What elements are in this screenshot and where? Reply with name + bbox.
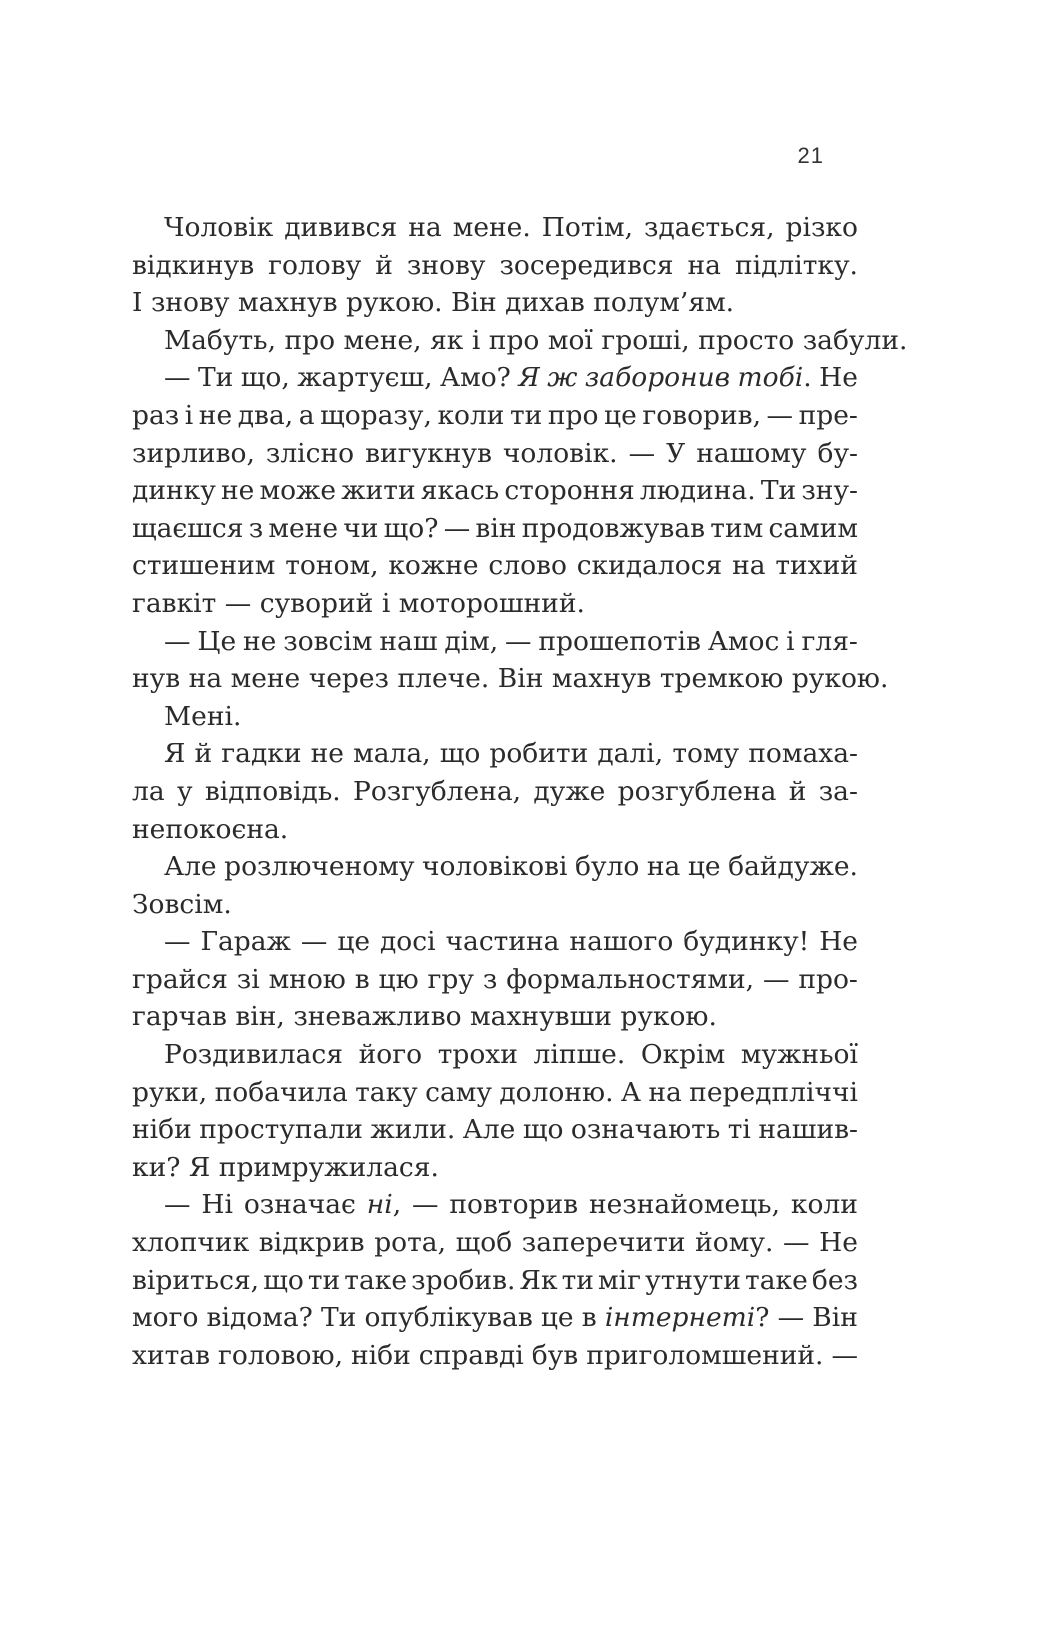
text-line [132,773,858,811]
word: про [488,324,540,356]
word: ти [561,1264,594,1296]
word: Як [519,1264,558,1296]
word: руки, [132,1076,208,1108]
word: кожне [388,550,479,582]
word: просто [698,324,795,356]
word: Ні [201,1189,233,1221]
paragraph [132,735,858,848]
word: було [575,851,640,883]
text-line [132,397,858,435]
word: й [788,775,807,807]
text-line [132,1186,858,1224]
word: в [581,1302,597,1334]
word: Не [819,926,858,958]
word: людина. [639,475,756,507]
word: це [540,1302,574,1334]
word: на [687,249,721,281]
word: ніби [351,1339,411,1371]
word: — [164,362,191,394]
word: долоню. [499,1076,614,1108]
text-line [132,209,858,247]
word: що [439,738,481,770]
word: формальностями, [506,963,755,995]
word: інтернеті? [604,1302,770,1334]
word: динку [132,475,216,507]
word: щоб [455,1227,513,1259]
word: тому [672,738,740,770]
word: — [164,926,191,958]
word: ти [307,1264,341,1296]
word: У [666,437,686,469]
word: стороння [504,475,635,507]
text-line [132,547,858,585]
word: Амос [707,625,780,657]
word: гля- [801,625,858,657]
word: мене [230,663,301,695]
text-line [132,1262,858,1300]
word: помаха- [748,738,858,770]
word: гавкіт [132,587,217,619]
word: дивився [284,212,398,243]
word: суворий [259,587,374,619]
text-line [132,998,858,1036]
word: Я [518,362,540,394]
word: в [354,963,370,995]
word: Але [164,851,217,883]
word: через [308,663,390,695]
word: хлопчик [132,1227,250,1259]
word: з [482,963,498,995]
word: Гараж [200,926,291,958]
word: ні, [366,1189,402,1221]
word: І [132,287,143,319]
word: А [620,1076,641,1108]
word: побачила [214,1076,348,1108]
word: мужньої [740,1039,858,1071]
word: Мені. [164,700,242,732]
word: ніби [132,1114,192,1146]
text-line [132,435,858,473]
word: зневажливо [293,1001,462,1033]
word: — [164,1189,191,1221]
word: проступали [199,1114,363,1146]
word: і [381,587,391,619]
text-line [132,923,858,961]
word: Ти [760,475,797,507]
word: полум’ям. [593,287,735,319]
word: ліпше. [533,1039,626,1071]
word: що [522,1114,564,1146]
word: стишеним [132,550,276,582]
word: плече. [397,663,490,695]
word: знову [406,249,486,281]
word: прошепотів [538,625,701,657]
word: — [412,1189,439,1221]
word: — [164,625,191,657]
paragraph [132,1036,858,1186]
word: різко [785,212,858,243]
word: коли [437,399,505,431]
word: рота, [374,1227,447,1259]
text-line [132,1337,858,1375]
text-line [132,698,858,736]
word: таку [355,1076,418,1108]
word: на [648,1076,682,1108]
word: зробив. [411,1264,516,1296]
word: наш [379,625,438,657]
word: раз [132,399,180,431]
word: нув [132,663,181,695]
word: тоном, [285,550,379,582]
word: був [531,1339,579,1371]
text-line [132,848,858,886]
word: це [687,851,721,883]
paragraph [132,698,858,736]
word: жили. [370,1114,456,1146]
word: щоразу, [320,399,432,431]
word: непокоєна. [132,813,289,845]
word: на [408,212,442,243]
word: а [298,399,315,431]
word: — [762,963,790,995]
word: це [337,926,371,958]
word: нашого [569,926,674,958]
word: — [300,926,328,958]
word: що [263,1264,304,1296]
word: повторив [449,1189,579,1221]
word: Ти [197,362,234,394]
word: ки? [132,1151,181,1183]
word: примружилася. [218,1151,439,1183]
word: означає [243,1189,356,1221]
word: означають [570,1114,721,1146]
word: головою, [218,1339,343,1371]
word: дім, [444,625,499,657]
paragraph [132,322,908,360]
word: розлюченому [224,851,415,883]
word: мого [132,1302,199,1334]
word: частина [445,926,560,958]
word: цю [378,963,419,995]
word: не [198,399,233,431]
word: з [248,512,264,544]
word: Він [497,663,544,695]
word: Мабуть, [164,324,276,356]
word: говорив, [642,399,761,431]
word: мої [547,324,593,356]
word: він [475,512,517,544]
word: зовсім [283,625,373,657]
word: опублікував [364,1302,533,1334]
word: дихав [505,287,585,319]
word: слово [488,550,567,582]
word: не [310,738,344,770]
word: жити [341,475,416,507]
word: махнув [238,287,338,319]
word: чоловікові [421,851,568,883]
word: Це [197,625,237,657]
word: відкинув [132,249,255,281]
word: тихий [775,550,858,582]
word: йому. [695,1227,774,1259]
word: вигукнув [365,437,492,469]
paragraph [132,209,858,322]
word: хитав [132,1339,210,1371]
word: ти [510,399,543,431]
text-line [132,1074,858,1112]
word: забули. [802,324,908,356]
word: два, [237,399,294,431]
word: гадки [221,738,302,770]
word: мене, [343,324,422,356]
word: ла [132,775,165,807]
word: підлітку. [734,249,858,281]
word: Чоловік [164,212,274,243]
word: досі [379,926,436,958]
word: передпліччі [689,1076,858,1108]
word: — [777,1302,805,1334]
word: на [188,663,223,695]
word: і [184,399,194,431]
text-line [132,1224,858,1262]
text-line [132,735,858,773]
word: скидалося [576,550,723,582]
word: зосередився [499,249,674,281]
word: гарчав [132,1001,227,1033]
word: дуже [533,775,606,807]
word: таке [745,1264,808,1296]
word: коли [790,1189,858,1221]
word: байдуже. [728,851,858,883]
word: Розгублена, [353,775,522,807]
word: на [646,851,681,883]
word: Окрім [640,1039,726,1071]
text-line [132,322,908,360]
word: зну- [801,475,858,507]
word: Амо? [440,362,511,394]
word: незнайомець, [588,1189,781,1221]
word: чоловік. [502,437,618,469]
word: — [224,587,252,619]
text-line [132,359,858,397]
text-line [132,623,858,661]
word: продовжував [521,512,706,544]
text-line [132,510,858,548]
word: не [243,625,277,657]
word: він, [235,1001,285,1033]
word: якась [420,475,500,507]
word: голову [268,249,362,281]
word: мене [268,512,339,544]
word: й [194,738,213,770]
word: саму [425,1076,492,1108]
word: утнути [645,1264,741,1296]
word: тремкою [659,663,784,695]
word: робити [489,738,589,770]
word: міг [598,1264,642,1296]
word: й [375,249,393,281]
word: — [505,625,532,657]
word: зирливо, [132,437,255,469]
word: бу- [817,437,858,469]
word: Роздивилася [164,1039,343,1071]
word: віриться, [132,1264,260,1296]
word: злісно [265,437,355,469]
word: нашив- [758,1114,858,1146]
word: щаєшся [132,512,244,544]
word: про [284,324,336,356]
word: і [786,625,795,657]
body-text [132,209,908,1374]
word: — [783,1227,810,1259]
paragraph [132,359,858,622]
word: махнувши [470,1001,612,1033]
word: Він [812,1302,858,1334]
word: — [766,399,794,431]
word: трохи [437,1039,518,1071]
word: як [430,324,464,356]
word: у [176,775,193,807]
word: приголомшений. [586,1339,824,1371]
word: відома? [206,1302,313,1334]
word: відповідь. [204,775,341,807]
word: моторошний. [398,587,585,619]
word: розгублена [617,775,777,807]
word: таке [344,1264,408,1296]
word: заперечити [521,1227,686,1259]
word: на [732,550,766,582]
text-line [132,1111,858,1149]
word: справді [418,1339,524,1371]
word: — [628,437,656,469]
word: без [811,1264,858,1296]
word: рукою. [791,663,889,695]
word: Зовсім. [132,888,232,920]
text-line [132,1299,858,1337]
word: що, [240,362,290,394]
word: пре- [798,399,858,431]
word: про [547,399,599,431]
word: відкрив [258,1227,365,1259]
text-line [132,961,858,999]
word: може [259,475,337,507]
word: знову [150,287,230,319]
word: про- [798,963,858,995]
word: це [604,399,637,431]
page-number: 21 [797,143,824,168]
word: махнув [551,663,652,695]
word: за- [818,775,858,807]
word: Потім, [541,212,634,243]
word: будинку! [683,926,810,958]
word: ті [727,1114,751,1146]
word: нашому [696,437,807,469]
text-line [132,1036,858,1074]
text-line [132,472,858,510]
paragraph [132,848,858,923]
word: здається, [644,212,775,243]
text-line [132,284,858,322]
word: Але [462,1114,516,1146]
paragraph [132,1186,858,1374]
word: тобі. [737,362,812,394]
word: грайся [132,963,228,995]
word: — [443,512,471,544]
text-line [132,811,858,849]
word: Він [451,287,497,319]
word: далі, [597,738,664,770]
word: рукою. [620,1001,717,1033]
word: самим [768,512,858,544]
word: заборонив [584,362,731,394]
word: не [220,475,255,507]
word: гру [427,963,474,995]
word: мене. [452,212,531,243]
word: жартуєш, [297,362,433,394]
text-line [132,247,858,285]
word: Не [819,1227,858,1259]
word: Я [164,738,186,770]
word: його [358,1039,423,1071]
word: що? [383,512,439,544]
word: чи [343,512,379,544]
word: гроші, [601,324,690,356]
paragraph [132,623,889,698]
word: рукою. [346,287,443,319]
paragraph [132,923,858,1036]
word: ж [547,362,578,394]
word: Не [819,362,858,394]
word: Я [188,1151,211,1183]
word: тим [710,512,764,544]
word: і [471,324,481,356]
text-line [132,660,889,698]
word: зі [236,963,260,995]
text-line [132,585,858,623]
word: Ти [320,1302,357,1334]
word: — [831,1339,858,1371]
text-line [132,1149,858,1187]
text-line [132,886,858,924]
word: мала, [353,738,431,770]
word: мною [268,963,346,995]
